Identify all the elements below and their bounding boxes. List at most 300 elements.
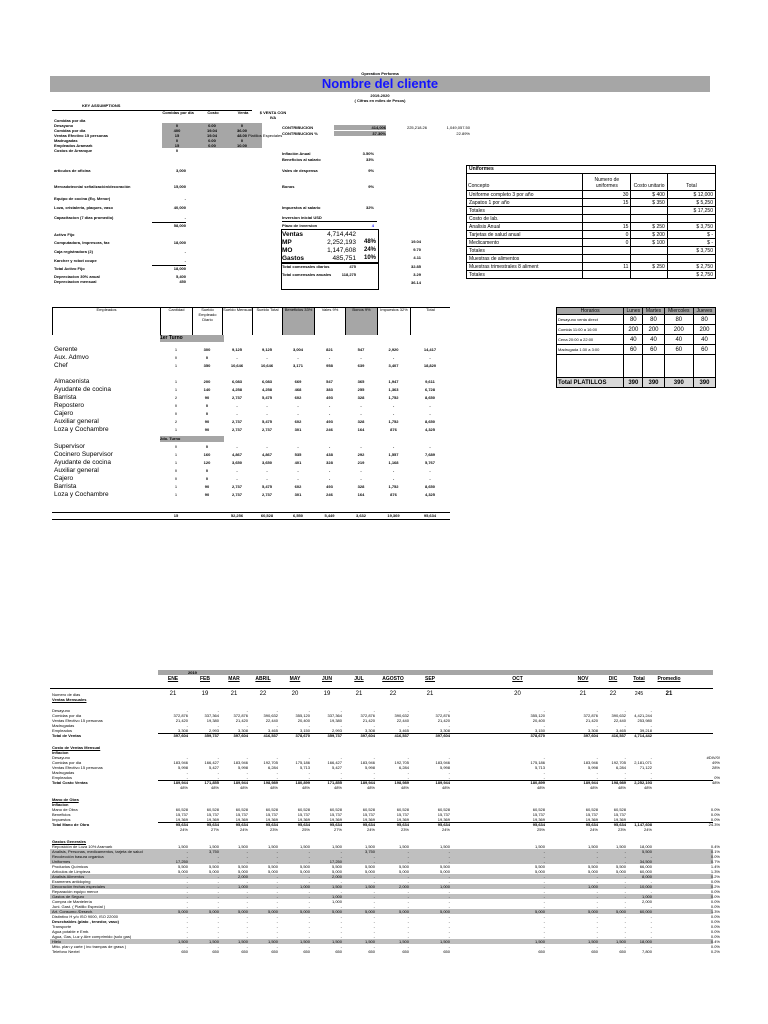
startup-label: Mercadotecnia/ señalización/decoración bbox=[54, 184, 131, 189]
pl-value: 60,528 bbox=[329, 807, 342, 812]
pl-value: 355,120 bbox=[295, 713, 310, 718]
startup-value: - bbox=[184, 196, 186, 201]
pl-value: 19,369 bbox=[613, 817, 626, 822]
pl-value: - bbox=[246, 934, 248, 939]
pl-value: 60,528 bbox=[396, 807, 409, 812]
pl-value: 4,421,244 bbox=[634, 713, 652, 718]
staff-value: 328 bbox=[357, 419, 365, 424]
subtitle: Operation Performa bbox=[361, 71, 399, 76]
pl-value: 48% bbox=[643, 785, 652, 790]
uniformes-cell: $ 12,000 bbox=[667, 191, 715, 199]
contribution-value: 37.30% bbox=[372, 131, 386, 136]
pl-value: 3,308 bbox=[439, 728, 450, 733]
pl-value: - bbox=[596, 879, 598, 884]
pl-value: 3,150 bbox=[534, 728, 545, 733]
pl-value: - bbox=[448, 889, 450, 894]
pl-value: 650 bbox=[271, 949, 278, 954]
pl-value: - bbox=[186, 708, 188, 713]
pl-value: - bbox=[340, 849, 342, 854]
pl-value: - bbox=[308, 708, 310, 713]
summary-pct: 24% bbox=[363, 247, 376, 253]
pl-dias-value: 21 bbox=[355, 691, 363, 697]
uniformes-cell: $ - bbox=[667, 239, 715, 247]
pl-row-label: Total de Ventas bbox=[52, 733, 82, 738]
pl-value: 166,427 bbox=[327, 760, 342, 765]
pl-value: 372,876 bbox=[173, 713, 188, 718]
staff-value: - bbox=[392, 403, 395, 408]
staff-total: 3,632 bbox=[355, 513, 366, 518]
pl-value: - bbox=[624, 919, 626, 924]
pl-value: - bbox=[276, 874, 278, 879]
horarios-cell bbox=[664, 355, 693, 378]
pl-row-label: Comidas por dia bbox=[52, 760, 82, 765]
pl-value: - bbox=[448, 899, 450, 904]
pl-value: 1,000 bbox=[331, 894, 342, 899]
staff-value: 1 bbox=[174, 363, 178, 368]
pl-row-label: Distintivo H y/o ISO 9000, ISO 22000 bbox=[52, 914, 119, 919]
staff-name: Auxiliar general bbox=[54, 467, 99, 474]
pl-pct: 0.0% bbox=[710, 817, 720, 822]
horarios-cell: 80 bbox=[693, 315, 715, 325]
pl-value: - bbox=[186, 884, 188, 889]
pl-value: 24% bbox=[589, 827, 598, 832]
pl-month-head: OCT bbox=[512, 676, 523, 682]
uniformes-cell: Totales bbox=[467, 207, 583, 215]
pl-value: 1,500 bbox=[177, 939, 188, 944]
pl-value: - bbox=[650, 919, 652, 924]
pl-value: - bbox=[340, 854, 342, 859]
staff-value: 5,475 bbox=[261, 484, 272, 489]
pl-value: 180,899 bbox=[295, 780, 310, 785]
pl-value: - bbox=[308, 770, 310, 775]
staff-col-head: Empleados bbox=[52, 307, 160, 335]
pl-value: 650 bbox=[619, 949, 626, 954]
staff-value: 1 bbox=[174, 387, 178, 392]
staff-value: 1 bbox=[174, 460, 178, 465]
staff-value: 301 bbox=[294, 492, 302, 497]
pl-value: 15,737 bbox=[532, 812, 545, 817]
pl-dias-value: 19 bbox=[201, 691, 209, 697]
pl-pct: 0.0% bbox=[710, 914, 720, 919]
staff-col-head: Sueldo Total bbox=[252, 307, 282, 335]
uniformes-cell bbox=[583, 271, 631, 279]
pl-value: 48% bbox=[239, 785, 248, 790]
pl-value: 23% bbox=[269, 827, 278, 832]
pl-value: 198,989 bbox=[611, 780, 626, 785]
staff-col-head: Beneficios 33% bbox=[282, 307, 314, 335]
staff-value: - bbox=[297, 403, 299, 408]
pl-row-label: Hielo bbox=[52, 939, 62, 944]
staff-value: - bbox=[429, 355, 431, 360]
pl-value: - bbox=[596, 775, 598, 780]
pl-value: - bbox=[217, 904, 219, 909]
staff-col-head: Cantidad bbox=[160, 307, 192, 335]
pl-value: 5,500 bbox=[364, 864, 375, 869]
pl-row-label: Decoración fechas especiales bbox=[52, 884, 106, 889]
pl-dias-label: Numero de dias bbox=[52, 692, 81, 697]
staff-value: - bbox=[297, 476, 299, 481]
pl-value: - bbox=[543, 924, 545, 929]
pl-value: - bbox=[373, 899, 375, 904]
pl-pct: 0.0% bbox=[710, 812, 720, 817]
horarios-cell: 40 bbox=[624, 335, 643, 345]
pl-value: 18,000 bbox=[639, 844, 652, 849]
staff-value: 2,737 bbox=[231, 395, 242, 400]
pl-value: 397,604 bbox=[173, 733, 188, 738]
pl-row-label: Ventas Efectivo 15 personas bbox=[52, 718, 103, 723]
assumption-value-c: 10.00 bbox=[236, 143, 247, 148]
pl-value: 198,989 bbox=[394, 780, 409, 785]
pl-value: - bbox=[407, 849, 409, 854]
assumption-label: Madrugadas bbox=[54, 138, 78, 143]
pl-value: 171,855 bbox=[327, 780, 342, 785]
summary-label: Ventas bbox=[282, 231, 303, 238]
pl-value: - bbox=[308, 859, 310, 864]
pl-value: 95,634 bbox=[585, 822, 598, 827]
pl-value: 5,998 bbox=[364, 765, 375, 770]
pl-value: 71,122 bbox=[639, 765, 652, 770]
staff-value: 3,171 bbox=[292, 363, 303, 368]
pl-value: - bbox=[624, 934, 626, 939]
pl-value: - bbox=[186, 874, 188, 879]
pl-value: 378,670 bbox=[530, 733, 545, 738]
pl-value: 5,500 bbox=[208, 864, 219, 869]
pl-value: 8,000 bbox=[641, 874, 652, 879]
pl-dias-value: 20 bbox=[514, 691, 521, 697]
pl-value: - bbox=[596, 929, 598, 934]
pl-value: 5,000 bbox=[237, 869, 248, 874]
pl-value: - bbox=[276, 899, 278, 904]
startup-value: 40,000 bbox=[173, 205, 186, 210]
staff-value: 4,325 bbox=[424, 427, 435, 432]
pl-value: - bbox=[246, 919, 248, 924]
pl-value: - bbox=[373, 889, 375, 894]
staff-value: - bbox=[360, 468, 362, 473]
assumption-label: Ventas Efectivo 15 personas bbox=[54, 133, 109, 138]
pl-value: 3,750 bbox=[208, 849, 219, 854]
pl-value: - bbox=[276, 854, 278, 859]
staff-value: 602 bbox=[294, 484, 302, 489]
staff-value: 3,004 bbox=[292, 347, 303, 352]
pl-value: 60,528 bbox=[175, 807, 188, 812]
summary-amount: 118,275 bbox=[341, 272, 356, 277]
pl-value: 5,998 bbox=[237, 765, 248, 770]
pl-value: 372,876 bbox=[233, 713, 248, 718]
staff-value: 547 bbox=[357, 347, 365, 352]
param-label: Inflación Anual bbox=[282, 151, 311, 156]
pl-value: - bbox=[543, 708, 545, 713]
pl-value: 2,993 bbox=[208, 728, 219, 733]
pl-value: - bbox=[246, 775, 248, 780]
pl-value: 19,369 bbox=[437, 817, 450, 822]
assumption-col-head: Costo bbox=[207, 110, 219, 115]
pl-value: - bbox=[217, 924, 219, 929]
uniformes-cell: Muestras trimestrales 8 aliment bbox=[467, 263, 583, 271]
pl-value: 22,440 bbox=[396, 718, 409, 723]
staff-value: 493 bbox=[326, 395, 333, 400]
summary-x: 9.70 bbox=[413, 247, 421, 252]
pl-pct: 0.0% bbox=[710, 854, 720, 859]
pl-value: 390,632 bbox=[263, 713, 278, 718]
pl-value: - bbox=[373, 723, 375, 728]
pl-value: - bbox=[373, 904, 375, 909]
pl-value: - bbox=[276, 775, 278, 780]
startup-value: - bbox=[184, 249, 186, 254]
pl-value: - bbox=[543, 904, 545, 909]
pl-value: - bbox=[624, 879, 626, 884]
horarios-cell: 60 bbox=[624, 345, 643, 355]
pl-value: 650 bbox=[368, 949, 375, 954]
pl-row-label: Impuestos bbox=[52, 817, 71, 822]
pl-value: 60,528 bbox=[265, 807, 278, 812]
pl-value: 5,998 bbox=[177, 765, 188, 770]
pl-value: 15,737 bbox=[297, 812, 310, 817]
pl-value: - bbox=[308, 874, 310, 879]
pl-value: - bbox=[308, 929, 310, 934]
staff-name: Aux. Admvo bbox=[54, 354, 89, 361]
pl-value: - bbox=[217, 884, 219, 889]
pl-value: - bbox=[373, 770, 375, 775]
pl-value: - bbox=[276, 770, 278, 775]
pl-value: - bbox=[276, 849, 278, 854]
staff-value: 300 bbox=[203, 347, 211, 352]
pl-value: 1,500 bbox=[615, 939, 626, 944]
pl-value: 3,465 bbox=[398, 728, 409, 733]
horarios-head: Miercoles bbox=[664, 308, 693, 315]
staff-value: - bbox=[429, 411, 431, 416]
pl-value: 1,500 bbox=[439, 939, 450, 944]
pl-pct: 0.0% bbox=[710, 944, 720, 949]
staff-value: 120 bbox=[203, 460, 211, 465]
pl-month-head: MAR bbox=[228, 676, 240, 682]
pl-value: - bbox=[596, 708, 598, 713]
pl-value: 1,500 bbox=[267, 844, 278, 849]
pl-value: - bbox=[340, 929, 342, 934]
pl-value: - bbox=[596, 914, 598, 919]
pl-value: 1,000 bbox=[237, 884, 248, 889]
uniformes-cell: $ 250 bbox=[631, 223, 667, 231]
pl-value: 5,500 bbox=[534, 864, 545, 869]
pl-value: 60,528 bbox=[532, 807, 545, 812]
pl-pct: #DIV/0! bbox=[706, 755, 720, 760]
staff-value: 140 bbox=[203, 387, 211, 392]
pl-value: 5,000 bbox=[237, 909, 248, 914]
staff-name: Gerente bbox=[54, 346, 78, 353]
key-assumptions-label: KEY ASSUMPTIONS bbox=[82, 103, 121, 108]
pl-value: - bbox=[543, 934, 545, 939]
pl-dias-value: 21 bbox=[665, 691, 673, 697]
uniformes-cell: $ 250 bbox=[631, 263, 667, 271]
pl-value: - bbox=[186, 723, 188, 728]
pl-value: - bbox=[448, 879, 450, 884]
staff-value: - bbox=[360, 403, 362, 408]
startup-value: 18,000 bbox=[173, 240, 186, 245]
uniformes-head: Total bbox=[667, 174, 715, 191]
pl-dias-value: 22 bbox=[389, 691, 397, 697]
pl-statement bbox=[50, 670, 720, 1024]
staff-value: - bbox=[328, 411, 331, 416]
pl-section-sub: Inflacion bbox=[52, 802, 69, 807]
uniformes-cell: Zapatos 1 por año bbox=[467, 199, 583, 207]
uniformes-cell: $ 3,750 bbox=[667, 247, 715, 255]
summary-label: MP bbox=[282, 239, 292, 246]
pl-value: 3,308 bbox=[237, 728, 248, 733]
pl-value: - bbox=[543, 723, 545, 728]
pl-row-label: Beneficios bbox=[52, 812, 71, 817]
pl-value: 1,000 bbox=[331, 899, 342, 904]
pl-row-label: Analisis Alimentos bbox=[52, 874, 85, 879]
pl-value: - bbox=[308, 889, 310, 894]
pl-value: 15,737 bbox=[206, 812, 219, 817]
pl-value: - bbox=[276, 914, 278, 919]
pl-value: - bbox=[650, 904, 652, 909]
staff-value: 8,650 bbox=[424, 484, 435, 489]
pl-value: - bbox=[407, 924, 409, 929]
pl-value: - bbox=[596, 859, 598, 864]
pl-pct: 0.4% bbox=[710, 939, 720, 944]
pl-value: 1,000 bbox=[641, 894, 652, 899]
staff-value: 0 bbox=[174, 403, 178, 408]
pl-value: - bbox=[650, 708, 652, 713]
pl-value: 95,634 bbox=[265, 822, 278, 827]
uniformes-cell: $ 2,750 bbox=[667, 263, 715, 271]
summary-amount: 485,751 bbox=[332, 255, 356, 262]
staff-value: 10,646 bbox=[230, 363, 244, 368]
pl-value: 5,000 bbox=[534, 869, 545, 874]
pl-value: - bbox=[407, 723, 409, 728]
pl-value: 48% bbox=[617, 785, 626, 790]
title-bar bbox=[50, 76, 710, 92]
param-value: 9% bbox=[368, 184, 374, 189]
pl-month-head: AGOSTO bbox=[382, 676, 404, 682]
staff-value: 6,728 bbox=[424, 387, 435, 392]
pl-value: - bbox=[543, 859, 545, 864]
pl-value: - bbox=[186, 934, 188, 939]
horarios-head: Martes bbox=[643, 308, 664, 315]
param-label: Beneficios al salario bbox=[282, 157, 321, 162]
pl-value: - bbox=[624, 914, 626, 919]
staff-value: 255 bbox=[357, 387, 365, 392]
pl-value: 15,737 bbox=[362, 812, 375, 817]
staff-value: 669 bbox=[294, 379, 302, 384]
staff-value: 328 bbox=[357, 395, 365, 400]
pl-value: 1,500 bbox=[587, 939, 598, 944]
startup-rule bbox=[152, 265, 186, 266]
pl-value: 397,604 bbox=[583, 733, 598, 738]
staff-value: 3,407 bbox=[388, 363, 399, 368]
pl-value: 397,604 bbox=[233, 733, 248, 738]
pl-value: - bbox=[624, 849, 626, 854]
pl-value: 650 bbox=[538, 949, 545, 954]
pl-value: 24% bbox=[366, 827, 375, 832]
startup-label: Capacitacion (7 dias promedio) bbox=[54, 215, 114, 220]
assumption-value-b: 19.04 bbox=[206, 133, 217, 138]
pl-value: 5,000 bbox=[267, 909, 278, 914]
pl-value: - bbox=[407, 708, 409, 713]
param-value: 33% bbox=[365, 157, 374, 162]
staff-col-head: Total bbox=[410, 307, 450, 335]
uniformes-cell bbox=[631, 271, 667, 279]
pl-pct: 0.0% bbox=[710, 807, 720, 812]
staff-name: Barrista bbox=[54, 483, 77, 490]
pl-value: - bbox=[217, 889, 219, 894]
pl-value: - bbox=[543, 929, 545, 934]
pl-value: - bbox=[186, 929, 188, 934]
pl-value: - bbox=[308, 755, 310, 760]
pl-value: 19,369 bbox=[362, 817, 375, 822]
staff-name: Barrista bbox=[54, 394, 77, 401]
pl-value: - bbox=[373, 894, 375, 899]
staff-value: - bbox=[360, 411, 362, 416]
staff-value: 9,125 bbox=[231, 347, 242, 352]
staff-value: 1,752 bbox=[388, 395, 399, 400]
staff-col-head: Sueldo Mensual bbox=[222, 307, 252, 335]
summary-x: 32.85 bbox=[410, 264, 421, 269]
horarios-cell: 80 bbox=[643, 315, 664, 325]
pl-value: 5,500 bbox=[587, 864, 598, 869]
pl-dias-value: 21 bbox=[169, 691, 177, 697]
pl-value: 180,899 bbox=[530, 780, 545, 785]
uniformes-cell: Totales bbox=[467, 271, 583, 279]
assumption-value-b: 0.00 bbox=[208, 143, 216, 148]
pl-pct: 0.2% bbox=[710, 884, 720, 889]
staff-value: 328 bbox=[357, 484, 365, 489]
pl-value: 15,737 bbox=[175, 812, 188, 817]
startup-label: Depreciacion mensual bbox=[54, 279, 97, 284]
staff-value: - bbox=[266, 476, 268, 481]
pl-value: 1,500 bbox=[331, 844, 342, 849]
pl-row-label: Desayuno bbox=[52, 755, 71, 760]
staff-total: 15 bbox=[173, 513, 179, 518]
staff-value: 493 bbox=[326, 419, 333, 424]
pl-value: - bbox=[543, 879, 545, 884]
summary-amount: 475 bbox=[349, 264, 356, 269]
pl-row-label: Empleados bbox=[52, 775, 73, 780]
pl-value: 5,000 bbox=[587, 909, 598, 914]
staff-value: 876 bbox=[390, 427, 397, 432]
pl-value: 15,737 bbox=[585, 812, 598, 817]
staff-value: 90 bbox=[204, 427, 210, 432]
pl-value: 416,537 bbox=[611, 733, 626, 738]
pl-row-label: Comidas por dia bbox=[52, 713, 82, 718]
staff-value: - bbox=[392, 476, 395, 481]
horarios-cell: 40 bbox=[643, 335, 664, 345]
pl-value: - bbox=[624, 770, 626, 775]
pl-value: 48% bbox=[589, 785, 598, 790]
pl-value: - bbox=[246, 708, 248, 713]
pl-value: - bbox=[407, 755, 409, 760]
pl-value: 48% bbox=[301, 785, 310, 790]
staff-value: 2 bbox=[174, 419, 178, 424]
pl-value: - bbox=[596, 924, 598, 929]
pl-value: 390,632 bbox=[394, 713, 409, 718]
pl-value: - bbox=[650, 775, 652, 780]
pl-value: 5,000 bbox=[177, 869, 188, 874]
staff-name: Chef bbox=[54, 362, 68, 369]
pl-value: - bbox=[340, 879, 342, 884]
staff-value: 0 bbox=[205, 403, 209, 408]
pl-value: 21,420 bbox=[235, 718, 248, 723]
pl-month-head: SEP bbox=[424, 676, 435, 682]
horarios-cell: 390 bbox=[664, 378, 693, 388]
pl-value: 5,500 bbox=[331, 864, 342, 869]
summary-pct: 48% bbox=[363, 239, 376, 245]
param-label: Impuestos al salario bbox=[282, 205, 321, 210]
pl-row-label: Telefono Nextel bbox=[52, 949, 80, 954]
pl-value: - bbox=[650, 723, 652, 728]
pl-value: 1,500 bbox=[208, 939, 219, 944]
pl-value: - bbox=[308, 919, 310, 924]
